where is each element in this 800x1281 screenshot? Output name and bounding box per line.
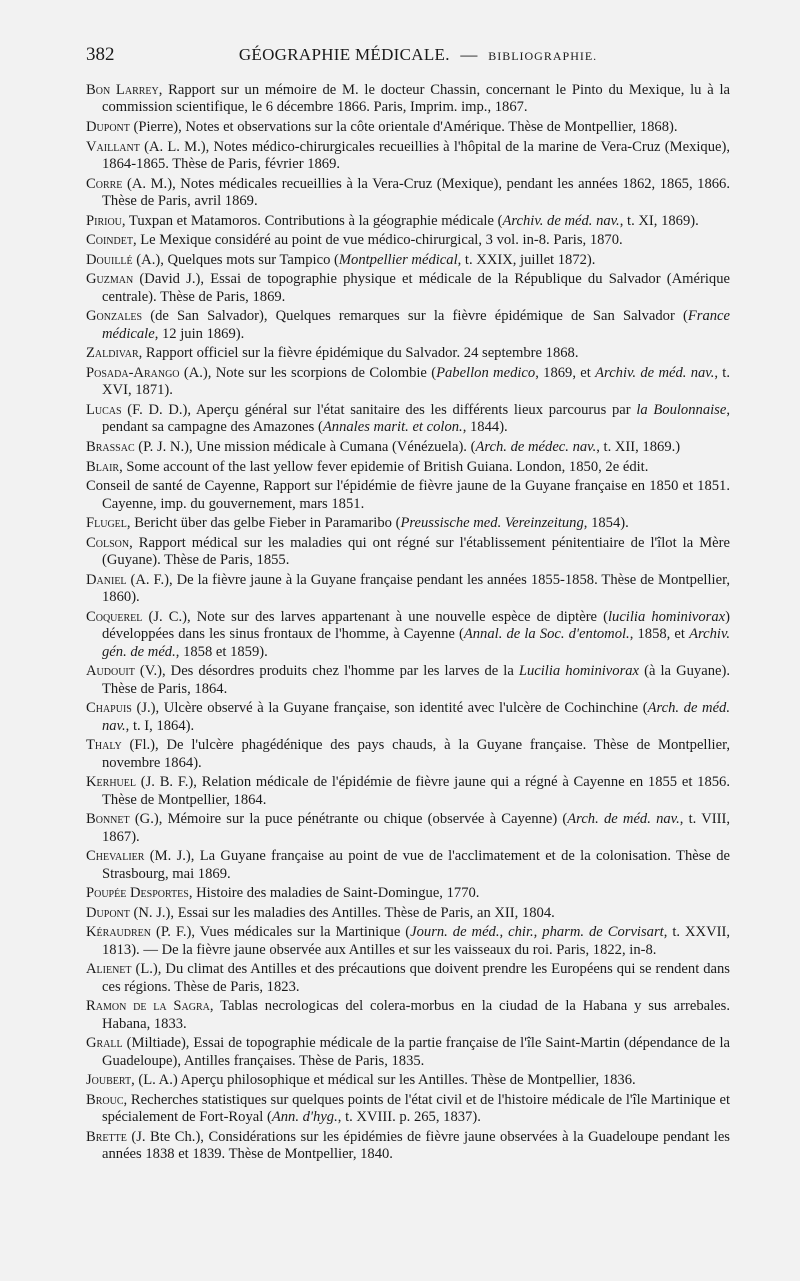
entry-author: Kéraudren [86,924,151,941]
entry-text: (L.), Du climat des Antilles et des précautions que doivent prendre les Européens qui se rendent dans ces régions. Thèse de Paris, 1823. [102,961,730,995]
entry-text: , t. I, 1864). [125,717,195,734]
entry-text: (David J.), Essai de topographie physique et médicale de la République du Salvador (Amérique centrale). Thèse de Paris, 1869. [102,271,730,305]
entry-text: (A. M.), Notes médicales recueillies à la Vera-Cruz (Mexique), pendant les années 1862, 1865, 1866. Thèse de Paris, avril 1869. [102,175,730,209]
entry-journal-title: Annal. de la Soc. d'entomol. [463,626,630,643]
entry-text: , t. VIII, 1867). [102,811,730,845]
entry-author: Piriou [86,212,122,229]
entry-journal-title: lucilia hominivorax [607,608,726,625]
bibliography-entry [86,848,730,883]
entry-author: Coquerel [86,608,143,625]
entry-text: , 1854). [583,515,629,532]
entry-journal-title: Preussische med. Vereinzeitung [400,515,584,532]
entry-text: , t. XII, 1869.) [596,438,681,455]
bibliography-entry [86,82,730,117]
bibliography-entry [86,885,730,902]
entry-text: (N. J.), Essai sur les maladies des Antilles. Thèse de Paris, an XII, 1804. [129,904,555,921]
entry-author: Joubert [86,1072,132,1089]
bibliography-entry [86,1092,730,1127]
entry-text: , t. XVI, 1871). [102,364,731,399]
entry-text: , Some account of the last yellow fever epidemie of British Guiana. London, 1850, 2e édit. [119,458,649,475]
entry-author: Chevalier [86,848,145,865]
entry-author: Alienet [86,961,132,978]
bibliography-entry [86,439,730,456]
entry-text: , t. XVIII. p. 265, 1837). [337,1109,481,1126]
entry-text: , Le Mexique considéré au point de vue médico-chirurgical, 3 vol. in-8. Paris, 1870. [132,232,623,249]
bibliography-entry [86,213,730,230]
entry-text: , 1869, et [535,364,596,381]
bibliography-entry [86,1072,730,1089]
entry-text: (Miltiade), Essai de topographie médicale de la partie française de l'île Saint-Martin (dépendance de la Guadeloupe), Antilles françaises. Thèse de Paris, 1835. [102,1035,730,1069]
entry-text: (V.), Des désordres produits chez l'homme par les larves de la [134,663,519,680]
entry-author: Coindet [86,232,133,249]
bibliography-entry [86,402,730,437]
entry-journal-title: Arch. de méd. nav. [567,811,680,828]
entry-author: Blair [86,458,120,475]
entry-text: , 1858 et 1859). [175,643,268,660]
entry-author: Kerhuel [86,774,136,791]
bibliography-entry [86,572,730,607]
bibliography-entry [86,139,730,174]
entry-author: Ramon de la Sagra [86,998,210,1015]
bibliography-entry [86,700,730,735]
entry-text: (A. L. M.), Notes médico-chirurgicales recueillies à l'hôpital de la marine de Vera-Cruz (Mexique), 1864-1865. Thèse de Paris, février 1869. [102,138,730,172]
entry-text: , 1844). [462,419,508,436]
entry-text: ) développées dans les sinus frontaux de l'homme, à Cayenne ( [102,608,730,643]
bibliography-entry [86,478,730,513]
entry-journal-title: Arch. de médec. nav. [475,438,597,455]
entry-author: Brouc [86,1091,124,1108]
entry-author: Grall [86,1035,123,1052]
entry-author: Brette [86,1128,127,1145]
bibliography-entry [86,924,730,959]
entry-text: (J. C.), Note sur des larves appartenant à une nouvelle espèce de diptère ( [142,608,608,625]
entry-journal-title: Montpellier médical [338,251,458,268]
entry-text: , Tuxpan et Matamoros. Contributions à la géographie médicale ( [121,212,503,229]
entry-author: Bon Larrey [86,82,159,98]
bibliography-entry [86,737,730,772]
bibliography-entry [86,271,730,306]
entry-author: Chapuis [86,700,132,717]
bibliography-entry [86,609,730,661]
entry-author: Zaldivar [86,345,139,362]
entry-text: (J.), Ulcère observé à la Guyane française, son identité avec l'ulcère de Cochinchine ( [131,700,648,717]
entry-text: (à la Guyane). Thèse de Paris, 1864. [102,663,730,697]
entry-author: Corre [86,175,123,192]
entry-author: Posada-Arango [86,364,180,381]
bibliography-entry [86,961,730,996]
entry-journal-title: Archiv. de méd. nav. [595,364,715,381]
entry-journal-title: Archiv. gén. de méd. [102,626,731,660]
entry-journal-title: Journ. de méd., chir., pharm. de Corvisart [410,924,664,941]
entry-text: (J. B. F.), Relation médicale de l'épidémie de fièvre jaune qui a régné à Cayenne en 1855 et 1856. Thèse de Montpellier, 1864. [102,774,730,808]
bibliography-entry [86,811,730,846]
running-head-separator: — [460,45,478,64]
entry-text: (F. D. D.), Aperçu général sur l'état sanitaire des les différents lieux parcourus par [121,401,637,418]
entry-text: (A.), Quelques mots sur Tampico ( [132,251,339,268]
entry-text: , 1858, et [629,626,690,643]
running-head-title: GÉOGRAPHIE MÉDICALE. [238,45,450,64]
bibliography-entry [86,308,730,343]
bibliography-entry [86,515,730,532]
entry-text: (P. J. N.), Une mission médicale à Cumana (Vénézuela). ( [134,438,476,455]
entry-author: Douillé [86,251,133,268]
bibliography-list [86,82,730,1164]
entry-text: (Fl.), De l'ulcère phagédénique des pays chauds, à la Guyane française. Thèse de Montpellier, novembre 1864). [102,737,730,771]
bibliography-entry [86,905,730,922]
bibliography-entry [86,176,730,211]
entry-text: (Pierre), Notes et observations sur la côte orientale d'Amérique. Thèse de Montpellier, 1868). [129,119,678,135]
entry-author: Colson [86,534,130,551]
entry-author: Thaly [86,737,122,754]
entry-author: Gonzales [86,308,143,325]
entry-author: Flugel [86,515,127,532]
entry-author: Dupont [86,904,130,921]
entry-text: , Recherches statistiques sur quelques points de l'état civil et de l'histoire médicale de l'île Martinique et spécialement de Fort-Royal ( [102,1091,730,1126]
entry-text: (de San Salvador), Quelques remarques sur la fièvre épidémique de San Salvador ( [142,308,688,325]
entry-text: , Rapport officiel sur la fièvre épidémique du Salvador. 24 septembre 1868. [138,345,579,362]
bibliography-entry [86,998,730,1033]
bibliography-entry [86,1035,730,1070]
entry-text: , (L. A.) Aperçu philosophique et médical sur les Antilles. Thèse de Montpellier, 1836. [131,1072,636,1089]
entry-text: (P. F.), Vues médicales sur la Martinique ( [150,924,411,941]
entry-text: , t. XXVII, 1813). — De la fièvre jaune observée aux Antilles et sur les vaisseaux du roi. Paris, 1822, in-8. [102,924,730,958]
entry-text: (M. J.), La Guyane française au point de vue de l'acclimatement et de la colonisation. Thèse de Strasbourg, mai 1869. [102,848,730,882]
running-head [146,45,730,65]
entry-author: Guzman [86,271,134,288]
entry-author: Audouit [86,663,135,680]
entry-text: (A.), Note sur les scorpions de Colombie ( [179,364,437,381]
entry-text: , t. XXIX, juillet 1872). [457,251,596,268]
entry-journal-title: Lucilia hominivorax [518,663,640,680]
running-head-subtitle: BIBLIOGRAPHIE. [488,49,598,63]
bibliography-entry [86,345,730,362]
entry-text: , Rapport médical sur les maladies qui ont régné sur l'établissement pénitentiaire de l'îlot la Mère (Guyane). Thèse de Paris, 1855. [102,534,730,569]
entry-author: Dupont [86,119,130,135]
entry-text: , Rapport sur un mémoire de M. le docteur Chassin, concernant le Pinto du Mexique, lu à la commission scientifique, le 6 décembre 1866. Paris, Imprim. imp., 1867. [102,82,730,116]
bibliography-entry [86,774,730,809]
entry-text: (A. F.), De la fièvre jaune à la Guyane française pendant les années 1855-1858. Thèse de Montpellier, 1860). [102,571,730,606]
bibliography-entry [86,252,730,269]
entry-author: Brassac [86,438,135,455]
entry-journal-title: Pabellon medico [436,364,536,381]
entry-text: , pendant sa campagne des Amazones ( [102,401,730,436]
bibliography-entry [86,535,730,570]
entry-text: (J. Bte Ch.), Considérations sur les épidémies de fièvre jaune observées à la Guadeloupe pendant les années 1838 et 1839. Thèse de Montpellier, 1840. [102,1128,730,1163]
entry-journal-title: Ann. d'hyg. [271,1109,338,1126]
bibliography-entry [86,459,730,476]
entry-author: Poupée Desportes [86,885,189,902]
entry-author: Lucas [86,401,122,418]
entry-journal-title: la Boulonnaise [636,401,727,418]
entry-text: , Bericht über das gelbe Fieber in Paramaribo ( [126,515,401,532]
bibliography-entry [86,232,730,249]
entry-text: , t. XI, 1869). [619,212,699,229]
bibliography-entry [86,663,730,698]
entry-author: Daniel [86,571,127,588]
entry-text: , 12 juin 1869). [154,325,245,342]
entry-author: Bonnet [86,811,130,828]
entry-journal-title: Arch. de méd. nav. [102,700,730,734]
bibliography-entry [86,119,730,136]
entry-author: Vaillant [86,138,140,155]
entry-text: , Histoire des maladies de Saint-Domingue, 1770. [188,885,480,902]
bibliography-entry [86,365,730,400]
bibliography-entry [86,1129,730,1164]
entry-journal-title: Archiv. de méd. nav. [502,212,620,229]
entry-text: , Tablas necrologicas del colera-morbus en la ciudad de la Habana y sus arrebales. Habana, 1833. [102,998,730,1032]
entry-journal-title: Annales marit. et colon. [322,419,463,436]
entry-journal-title: France médicale [102,308,730,342]
page-header [86,44,730,70]
entry-text: (G.), Mémoire sur la puce pénétrante ou chique (observée à Cayenne) ( [129,811,568,828]
page-number: 382 [86,44,115,65]
entry-text: Conseil de santé de Cayenne, Rapport sur l'épidémie de fièvre jaune de la Guyane française en 1850 et 1851. Cayenne, imp. du gouvernement, mars 1851. [86,478,730,512]
